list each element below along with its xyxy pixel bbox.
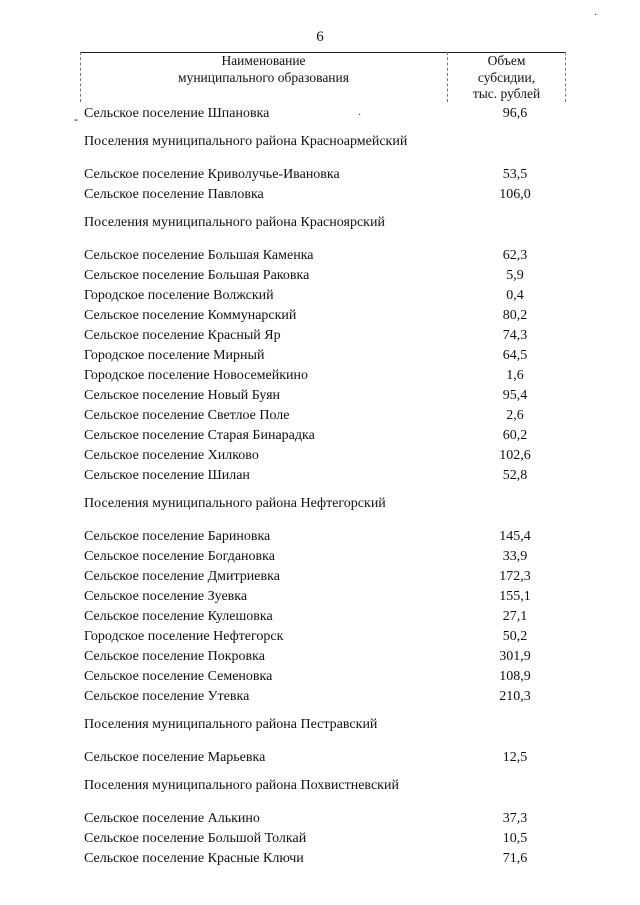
subsidy-value: 0,4 (506, 288, 524, 303)
table-row (0, 306, 640, 326)
scan-speck: · (358, 110, 362, 121)
subsidy-value: 80,2 (502, 308, 528, 323)
municipality-name: Городское поселение Волжский (84, 288, 274, 303)
subsidy-value: 2,6 (506, 408, 524, 423)
district-section-heading (0, 132, 640, 152)
header-volume-line1: Объем (487, 53, 526, 68)
header-name-line1: Наименование (221, 53, 306, 68)
district-section-heading (0, 776, 640, 796)
municipality-name: Городское поселение Новосемейкино (84, 368, 309, 383)
table-row (0, 185, 640, 205)
municipality-name: Сельское поселение Криволучье-Ивановка (84, 167, 340, 182)
table-row (0, 406, 640, 426)
table-row (0, 687, 640, 707)
municipality-name: Сельское поселение Бариновка (84, 529, 271, 544)
subsidy-value: 1,6 (506, 368, 524, 383)
municipality-name: Сельское поселение Большая Раковка (84, 268, 310, 283)
table-row (0, 527, 640, 547)
district-section-heading (0, 494, 640, 514)
municipality-name: Городское поселение Нефтегорск (84, 629, 284, 644)
header-name-column (80, 53, 447, 86)
municipality-name: Сельское поселение Алькино (84, 811, 260, 826)
scan-mark: - (74, 112, 78, 126)
municipality-name: Сельское поселение Зуевка (84, 589, 248, 604)
municipality-name: Сельское поселение Марьевка (84, 750, 266, 765)
subsidy-value: 27,1 (502, 609, 528, 624)
municipality-name: Сельское поселение Коммунарский (84, 308, 297, 323)
table-row (0, 667, 640, 687)
municipality-name: Сельское поселение Большая Каменка (84, 248, 314, 263)
table-header (80, 52, 566, 104)
municipality-name: Сельское поселение Шилан (84, 468, 250, 483)
subsidy-value: 108,9 (499, 669, 531, 684)
table-row (0, 748, 640, 768)
municipality-name: Сельское поселение Покровка (84, 649, 265, 664)
municipality-name: Сельское поселение Красный Яр (84, 328, 281, 343)
table-row (0, 104, 640, 124)
municipality-name: Сельское поселение Кулешовка (84, 609, 273, 624)
subsidy-value: 53,5 (502, 167, 528, 182)
municipality-name: Сельское поселение Новый Буян (84, 388, 281, 403)
subsidy-value: 210,3 (499, 689, 531, 704)
section-title: Поселения муниципального района Красноярский (84, 215, 385, 230)
subsidy-value: 50,2 (502, 629, 528, 644)
table-row (0, 386, 640, 406)
municipality-name: Сельское поселение Семеновка (84, 669, 273, 684)
district-section-heading (0, 715, 640, 735)
municipality-name: Городское поселение Мирный (84, 348, 265, 363)
header-volume-line2: субсидии, (477, 69, 536, 85)
subsidy-value: 106,0 (499, 187, 531, 202)
subsidy-value: 301,9 (499, 649, 531, 664)
table-row (0, 266, 640, 286)
table-row (0, 466, 640, 486)
table-row (0, 446, 640, 466)
municipality-name: Сельское поселение Светлое Поле (84, 408, 290, 423)
table-row (0, 587, 640, 607)
subsidy-value: 10,5 (502, 831, 528, 846)
table-row (0, 607, 640, 627)
municipality-name: Сельское поселение Павловка (84, 187, 264, 202)
subsidy-value: 12,5 (502, 750, 528, 765)
subsidy-value: 37,3 (502, 811, 528, 826)
municipality-name: Сельское поселение Утевка (84, 689, 250, 704)
section-title: Поселения муниципального района Нефтегорский (84, 496, 386, 511)
section-title: Поселения муниципального района Красноармейский (84, 134, 408, 149)
section-title: Поселения муниципального района Похвистневский (84, 778, 399, 793)
subsidy-value: 96,6 (502, 106, 528, 121)
table-row (0, 246, 640, 266)
subsidy-value: 172,3 (499, 569, 531, 584)
subsidy-value: 52,8 (502, 468, 528, 483)
subsidy-value: 102,6 (499, 448, 531, 463)
subsidy-value: 33,9 (502, 549, 528, 564)
header-volume-line3: тыс. рублей (472, 86, 541, 101)
subsidy-value: 5,9 (506, 268, 524, 283)
table-row (0, 849, 640, 869)
header-name-line2: муниципального образования (178, 69, 349, 85)
municipality-name: Сельское поселение Богдановка (84, 549, 275, 564)
subsidy-value: 95,4 (502, 388, 528, 403)
section-title: Поселения муниципального района Пестравский (84, 717, 378, 732)
table-row (0, 829, 640, 849)
district-section-heading (0, 213, 640, 233)
table-row (0, 426, 640, 446)
subsidy-value: 155,1 (499, 589, 531, 604)
subsidy-value: 71,6 (502, 851, 528, 866)
subsidy-value: 60,2 (502, 428, 528, 443)
page-number: 6 (316, 29, 324, 45)
subsidy-value: 62,3 (502, 248, 528, 263)
table-row (0, 346, 640, 366)
table-row (0, 547, 640, 567)
header-volume-column (447, 53, 566, 103)
table-row (0, 366, 640, 386)
subsidy-value: 145,4 (499, 529, 531, 544)
municipality-name: Сельское поселение Хилково (84, 448, 259, 463)
subsidy-value: 64,5 (502, 348, 528, 363)
municipality-name: Сельское поселение Большой Толкай (84, 831, 307, 846)
municipality-name: Сельское поселение Дмитриевка (84, 569, 280, 584)
table-row (0, 809, 640, 829)
table-row (0, 326, 640, 346)
subsidy-value: 74,3 (502, 328, 528, 343)
municipality-name: Сельское поселение Красные Ключи (84, 851, 304, 866)
scan-speck: · (594, 10, 598, 21)
subsidy-table-body (0, 104, 640, 869)
municipality-name: Сельское поселение Шпановка (84, 106, 270, 121)
municipality-name: Сельское поселение Старая Бинарадка (84, 428, 315, 443)
table-row (0, 165, 640, 185)
table-row (0, 286, 640, 306)
table-row (0, 567, 640, 587)
table-row (0, 627, 640, 647)
table-row (0, 647, 640, 667)
